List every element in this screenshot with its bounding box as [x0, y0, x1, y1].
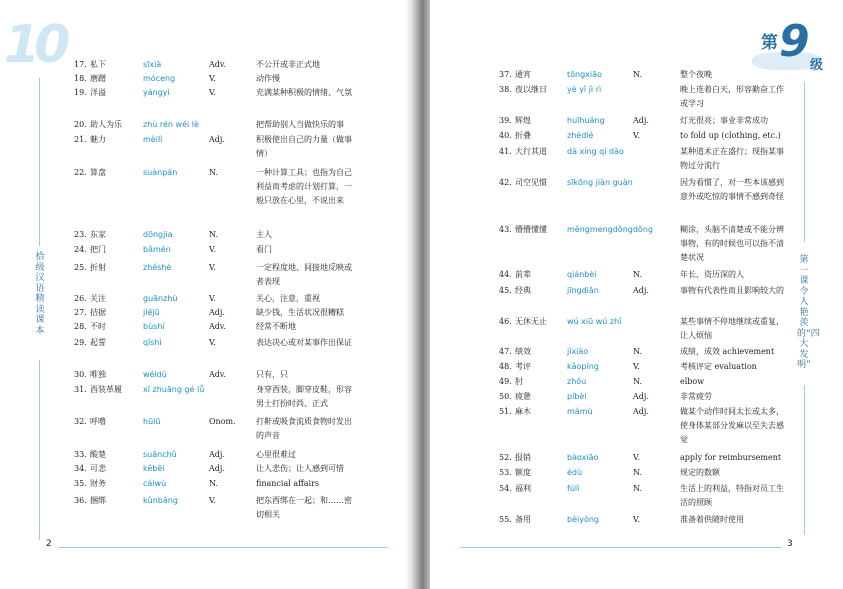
entry-part-of-speech: N. [209, 230, 219, 239]
entry-number: 40. [499, 131, 512, 140]
entry-pinyin: bùshí [143, 322, 165, 331]
entry-word: 唯独 [90, 370, 106, 379]
left-footer-line [58, 547, 388, 548]
entry-number: 29. [74, 338, 87, 347]
entry-word: 关注 [90, 294, 106, 303]
entry-definition: 打鼾或吸食流质食物时发出的声音 [256, 417, 352, 440]
entry-word: 呼噜 [90, 417, 106, 426]
entry-part-of-speech: N. [633, 70, 643, 79]
entry-part-of-speech: N. [209, 168, 219, 177]
entry-definition: 某些事情不停地继续或重复，让人烦恼 [680, 317, 784, 340]
entry-part-of-speech: V. [633, 362, 640, 371]
entry-definition: 做某个动作时间太长或太多，使身体某部分发麻以至失去感觉 [680, 407, 784, 444]
entry-definition: 事物有代表性而且影响较大的 [680, 286, 784, 295]
entry-number: 39. [499, 116, 512, 125]
entry-part-of-speech: N. [633, 484, 643, 493]
entry-definition: 糊涂，头脑不清楚或不能分辨事物，有的时候也可以指不清楚状况 [680, 225, 784, 262]
entry-pinyin: zhédié [567, 131, 594, 140]
entry-word: 通宵 [515, 70, 531, 79]
entry-part-of-speech: V. [209, 263, 216, 272]
left-page-number: 2 [46, 539, 52, 549]
entry-part-of-speech: V. [633, 515, 640, 524]
entry-number: 19. [74, 88, 87, 97]
entry-definition: 缺少钱，生活状况很糟糕 [256, 308, 344, 317]
entry-part-of-speech: V. [209, 245, 216, 254]
entry-pinyin: bèiyòng [567, 515, 599, 524]
entry-part-of-speech: Adv. [209, 322, 227, 331]
entry-pinyin: mámù [567, 407, 593, 416]
entry-number: 41. [499, 147, 512, 156]
right-margin-line-bottom [804, 385, 805, 535]
entry-definition: elbow [680, 377, 705, 386]
entry-definition: 一种计算工具；也指为自己利益而考虑的计划打算，一般只放在心里，不说出来 [256, 168, 352, 205]
entry-pinyin: kěbēi [143, 464, 165, 473]
entry-definition: 某种道术正在盛行；现指某事物过分流行 [680, 147, 784, 170]
entry-definition: 让人悲伤；让人感到可惜 [256, 464, 344, 473]
entry-number: 20. [74, 120, 87, 129]
entry-word: 酸楚 [90, 450, 106, 459]
entry-part-of-speech: Adj. [209, 450, 225, 459]
entry-number: 27. [74, 308, 87, 317]
entry-word: 算盘 [90, 168, 106, 177]
entry-number: 21. [74, 135, 87, 144]
entry-word: 东家 [90, 230, 106, 239]
entry-number: 28. [74, 322, 87, 331]
entry-definition: 准备着供随时使用 [680, 515, 744, 524]
entry-part-of-speech: V. [633, 131, 640, 140]
entry-part-of-speech: Adv. [209, 370, 227, 379]
entry-pinyin: měngmengdǒngdǒng [567, 225, 653, 234]
entry-number: 42. [499, 178, 512, 187]
entry-word: 福利 [515, 484, 531, 493]
entry-definition: 因为看惯了，对一些本该感到意外或吃惊的事情不感到奇怪 [680, 178, 784, 201]
entry-pinyin: mèilì [143, 135, 163, 144]
entry-pinyin: dà xíng qí dào [567, 147, 624, 156]
entry-part-of-speech: Adj. [633, 116, 649, 125]
right-footer-line [460, 547, 782, 548]
entry-definition: 表达决心或对某事作出保证 [256, 338, 352, 347]
entry-word: 大行其道 [515, 147, 547, 156]
entry-part-of-speech: Adj. [633, 286, 649, 295]
entry-part-of-speech: Adj. [209, 308, 225, 317]
entry-number: 26. [74, 294, 87, 303]
entry-part-of-speech: N. [633, 377, 643, 386]
entry-number: 47. [499, 347, 512, 356]
right-margin-line-top [804, 82, 805, 242]
entry-part-of-speech: N. [209, 479, 219, 488]
entry-word: 肘 [515, 377, 523, 386]
entry-definition: 主人 [256, 230, 272, 239]
entry-definition: 看门 [256, 245, 272, 254]
entry-pinyin: édù [567, 468, 583, 477]
entry-pinyin: zhù rén wéi lè [143, 120, 199, 129]
entry-part-of-speech: V. [633, 453, 640, 462]
entry-pinyin: móceng [143, 74, 176, 83]
entry-word: 可悲 [90, 464, 106, 473]
entry-word: 麻木 [515, 407, 531, 416]
entry-pinyin: jīngdiǎn [567, 286, 599, 295]
entry-part-of-speech: V. [209, 338, 216, 347]
entry-pinyin: hūlū [143, 417, 161, 426]
entry-pinyin: píbèi [567, 392, 587, 401]
entry-pinyin: bǎmén [143, 245, 171, 254]
entry-part-of-speech: N. [633, 468, 643, 477]
entry-number: 22. [74, 168, 87, 177]
entry-pinyin: qǐshì [143, 338, 162, 347]
entry-definition: 关心，注意，重视 [256, 294, 320, 303]
entry-word: 魅力 [90, 135, 106, 144]
entry-number: 45. [499, 286, 512, 295]
entry-number: 38. [499, 85, 512, 94]
entry-pinyin: jiéjū [143, 308, 160, 317]
entry-word: 报销 [515, 453, 531, 462]
entry-pinyin: sīxià [143, 60, 162, 69]
entry-number: 48. [499, 362, 512, 371]
entry-definition: 生活上的利益，特指对员工生活的照顾 [680, 484, 784, 507]
entry-pinyin: dōngjia [143, 230, 173, 239]
entry-definition: 身穿西装，脚穿皮鞋，形容男士打扮时尚、正式 [256, 385, 352, 408]
entry-definition: 把帮助别人当做快乐的事 [256, 120, 344, 129]
entry-part-of-speech: N. [633, 347, 643, 356]
entry-pinyin: yè yǐ jì rì [567, 85, 602, 94]
entry-definition: 把东西绑在一起；和……密切相关 [256, 496, 352, 519]
entry-word: 经典 [515, 286, 531, 295]
entry-word: 前辈 [515, 270, 531, 279]
entry-pinyin: guānzhù [143, 294, 178, 303]
entry-number: 54. [499, 484, 512, 493]
entry-number: 33. [74, 450, 87, 459]
entry-number: 55. [499, 515, 512, 524]
entry-word: 捆绑 [90, 496, 106, 505]
entry-number: 43. [499, 225, 512, 234]
entry-pinyin: xī zhuāng gé lǚ [143, 385, 205, 394]
entry-pinyin: yángyì [143, 88, 170, 97]
entry-number: 50. [499, 392, 512, 401]
entry-word: 绩效 [515, 347, 531, 356]
entry-word: 财务 [90, 479, 106, 488]
entry-number: 36. [74, 496, 87, 505]
entry-number: 24. [74, 245, 87, 254]
entry-pinyin: wú xiū wú zhǐ [567, 317, 622, 326]
entry-number: 37. [499, 70, 512, 79]
entry-number: 32. [74, 417, 87, 426]
entry-pinyin: bàoxiāo [567, 453, 599, 462]
entry-definition: to fold up (clothing, etc.) [680, 131, 781, 140]
entry-definition: 成绩，成效 achievement [680, 347, 775, 356]
entry-word: 额度 [515, 468, 531, 477]
entry-number: 25. [74, 263, 87, 272]
entry-pinyin: kǔnbǎng [143, 496, 178, 505]
entry-pinyin: fúlì [567, 484, 580, 493]
entry-word: 司空见惯 [515, 178, 547, 187]
entry-number: 30. [74, 370, 87, 379]
entry-word: 拮据 [90, 308, 106, 317]
entry-pinyin: wéidú [143, 370, 167, 379]
entry-definition: 经常不断地 [256, 322, 296, 331]
entry-number: 35. [74, 479, 87, 488]
badge-ji: 级 [810, 58, 824, 73]
entry-number: 44. [499, 270, 512, 279]
entry-definition: 只有，只 [256, 370, 288, 379]
entry-word: 夜以继日 [515, 85, 547, 94]
entry-number: 23. [74, 230, 87, 239]
entry-definition: 充满某种积极的情绪、气氛 [256, 88, 352, 97]
entry-pinyin: zhéshè [143, 263, 172, 272]
entry-pinyin: zhǒu [567, 377, 587, 386]
series-logo: 10 [4, 15, 65, 75]
entry-number: 34. [74, 464, 87, 473]
entry-number: 18. [74, 74, 87, 83]
right-page [430, 0, 843, 589]
entry-definition: 规定的数额 [680, 468, 720, 477]
entry-number: 53. [499, 468, 512, 477]
entry-pinyin: suànpán [143, 168, 178, 177]
entry-part-of-speech: Adj. [209, 464, 225, 473]
entry-word: 把门 [90, 245, 106, 254]
entry-definition: 一定程度地、间接地反映或者表现 [256, 263, 352, 286]
entry-part-of-speech: V. [209, 294, 216, 303]
entry-pinyin: huīhuáng [567, 116, 605, 125]
entry-part-of-speech: V. [209, 88, 216, 97]
entry-word: 备用 [515, 515, 531, 524]
entry-part-of-speech: Onom. [209, 417, 236, 426]
entry-pinyin: cáiwù [143, 479, 167, 488]
entry-word: 磨蹭 [90, 74, 106, 83]
left-page [0, 0, 414, 589]
entry-definition: 非常疲劳 [680, 392, 712, 401]
entry-part-of-speech: V. [209, 74, 216, 83]
entry-number: 46. [499, 317, 512, 326]
entry-definition: 不公开或非正式地 [256, 60, 320, 69]
entry-word: 辉煌 [515, 116, 531, 125]
entry-pinyin: suānchǔ [143, 450, 177, 459]
level-badge [752, 18, 832, 78]
entry-definition: 灯光很亮；事业非常成功 [680, 116, 768, 125]
entry-definition: 年长、资历深的人 [680, 270, 744, 279]
entry-definition: apply for reimbursement [680, 453, 782, 462]
entry-word: 洋溢 [90, 88, 106, 97]
entry-part-of-speech: Adv. [209, 60, 227, 69]
entry-pinyin: sīkōng jiàn guàn [567, 178, 633, 187]
entry-pinyin: qiánbèi [567, 270, 597, 279]
left-margin-line-top [39, 78, 40, 246]
entry-number: 49. [499, 377, 512, 386]
entry-definition: 整个夜晚 [680, 70, 712, 79]
entry-word: 起誓 [90, 338, 106, 347]
entry-pinyin: kǎopíng [567, 362, 599, 371]
entry-definition: financial affairs [256, 479, 320, 488]
badge-level-number: 9 [779, 16, 810, 67]
entry-word: 西装革履 [90, 385, 122, 394]
right-side-title: 第一课 令人艳羡的“四大发明” [797, 255, 820, 370]
entry-part-of-speech: Adj. [633, 407, 649, 416]
entry-part-of-speech: V. [209, 496, 216, 505]
entry-word: 折叠 [515, 131, 531, 140]
entry-word: 疲惫 [515, 392, 531, 401]
entry-word: 助人为乐 [90, 120, 122, 129]
entry-word: 折射 [90, 263, 106, 272]
entry-number: 17. [74, 60, 87, 69]
entry-number: 52. [499, 453, 512, 462]
entry-word: 私下 [90, 60, 106, 69]
badge-di: 第 [761, 33, 778, 53]
entry-definition: 晚上连着白天，形容勤奋工作或学习 [680, 85, 784, 108]
entry-word: 无休无止 [515, 317, 547, 326]
entry-definition: 心里很难过 [256, 450, 296, 459]
entry-number: 31. [74, 385, 87, 394]
entry-part-of-speech: Adj. [209, 135, 225, 144]
entry-part-of-speech: Adj. [633, 392, 649, 401]
entry-pinyin: tōngxiāo [567, 70, 602, 79]
entry-part-of-speech: N. [633, 270, 643, 279]
entry-definition: 动作慢 [256, 74, 280, 83]
entry-definition: 考核评定 evaluation [680, 362, 757, 371]
entry-definition: 积极使出自己的力量（做事情） [256, 135, 352, 158]
entry-word: 不时 [90, 322, 106, 331]
right-page-number: 3 [787, 539, 793, 549]
left-side-title: 拾级汉语 精读课本 [35, 252, 45, 336]
entry-word: 懵懵懂懂 [515, 225, 547, 234]
entry-number: 51. [499, 407, 512, 416]
entry-pinyin: jìxiào [567, 347, 589, 356]
entry-word: 考评 [515, 362, 531, 371]
left-margin-line-bottom [39, 360, 40, 540]
